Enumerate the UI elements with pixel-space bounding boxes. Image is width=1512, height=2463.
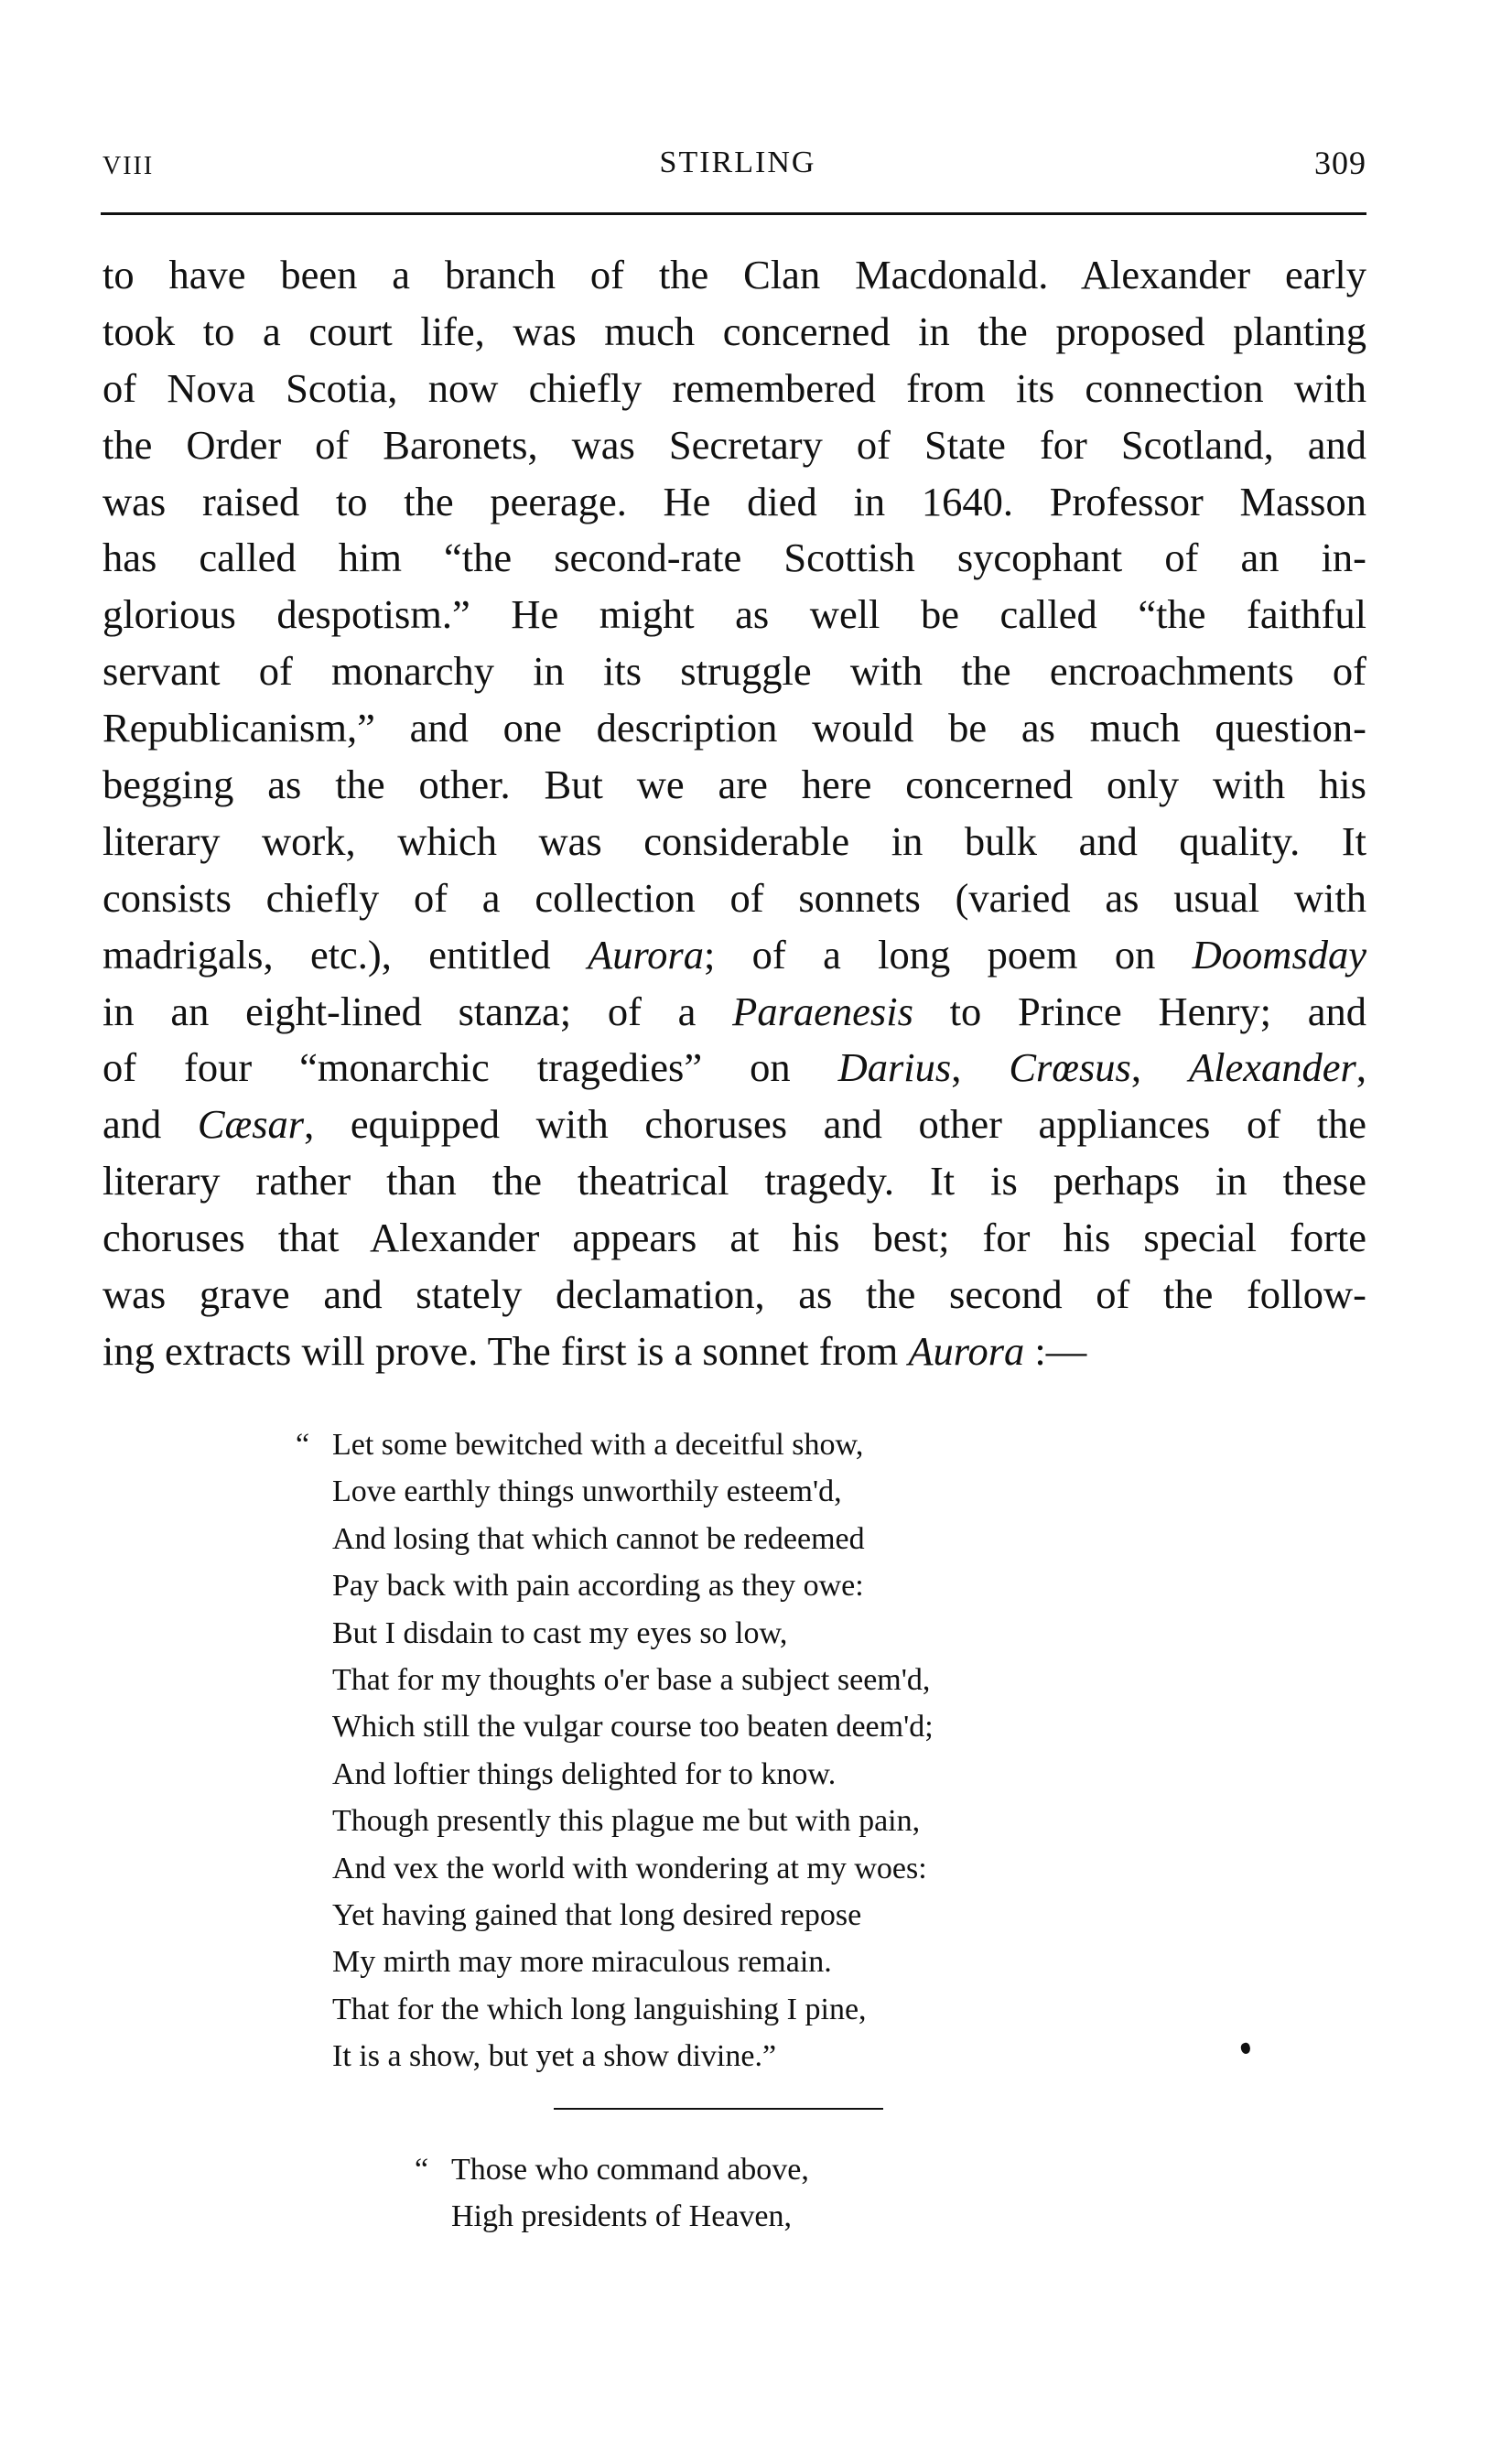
body-line-text: Republicanism,” and one description would be as much question- <box>103 705 1366 751</box>
body-line-text: took to a court life, was much concerned in the proposed planting <box>103 308 1366 354</box>
sonnet-extract <box>296 1421 934 2080</box>
verse-line <box>296 1421 934 1468</box>
verse-text: Love earthly things unworthily esteem'd, <box>332 1475 842 1509</box>
verse-line <box>332 1703 934 1750</box>
body-line-text: literary rather than the theatrical tragedy. It is perhaps in these <box>103 1158 1366 1204</box>
running-title-wrap <box>0 145 1512 181</box>
verse-text: My mirth may more miraculous remain. <box>332 1945 832 1980</box>
italic-title: Paraenesis <box>732 988 913 1034</box>
verse-line <box>415 2146 809 2193</box>
body-line-text: the Order of Baronets, was Secretary of State for Scotland, and <box>103 421 1366 468</box>
body-line-text: to have been a branch of the Clan Macdonald. Alexander early <box>103 252 1366 297</box>
body-line <box>103 984 1366 1041</box>
verse-line <box>332 1516 934 1562</box>
verse-line <box>332 1468 934 1515</box>
verse-text: That for my thoughts o'er base a subject seem'd, <box>332 1662 931 1697</box>
body-line-text: was grave and stately declamation, as the second of the follow- <box>103 1271 1366 1318</box>
body-line <box>103 1096 1366 1153</box>
verse-text: And vex the world with wondering at my woes: <box>332 1851 927 1885</box>
chorus-extract <box>415 2146 809 2241</box>
body-line-text: begging as the other. But we are here concerned only with his <box>103 762 1366 808</box>
page-number: 309 <box>1314 145 1366 181</box>
body-line <box>103 1267 1366 1323</box>
open-quote: “ <box>415 2153 429 2187</box>
verse-text: That for the which long languishing I pine, <box>332 1992 867 2026</box>
body-line-text: choruses that Alexander appears at his best; for his special forte <box>103 1215 1366 1261</box>
italic-title: Aurora <box>588 931 704 978</box>
body-line-text: of Nova Scotia, now chiefly remembered from its connection with <box>103 364 1366 411</box>
italic-title: Aurora <box>908 1327 1025 1374</box>
body-line <box>103 643 1366 700</box>
body-line-text: has called him “the second-rate Scottish sycophant of an in- <box>103 535 1366 581</box>
body-line <box>103 927 1366 984</box>
verse-text: Pay back with pain according as they owe: <box>332 1569 864 1604</box>
body-line <box>103 1323 1366 1380</box>
italic-title: Crœsus <box>1009 1044 1131 1091</box>
body-line-text: glorious despotism.” He might as well be called “the faithful <box>103 591 1366 638</box>
verse-text: Though presently this plague me but with pain, <box>332 1804 921 1839</box>
chapter-number: VIII <box>103 152 155 180</box>
running-title: STIRLING <box>659 146 816 179</box>
body-line <box>103 530 1366 587</box>
body-line <box>103 700 1366 757</box>
verse-text: Let some bewitched with a deceitful show, <box>332 1428 864 1462</box>
italic-title: Cæsar <box>197 1101 305 1148</box>
verse-text: And loftier things delighted for to know. <box>332 1756 837 1791</box>
verse-line <box>332 1845 934 1892</box>
verse-line <box>332 1751 934 1798</box>
verse-text: Which still the vulgar course too beaten deem'd; <box>332 1710 934 1745</box>
verse-text: Yet having gained that long desired repose <box>332 1897 862 1932</box>
body-paragraph <box>103 247 1366 1380</box>
body-line-text: of four “monarchic tragedies” on Darius, Crœsus, Alexander, <box>103 1044 1366 1091</box>
body-line <box>103 1153 1366 1210</box>
verse-line <box>332 1562 934 1609</box>
body-line-text: madrigals, etc.), entitled Aurora; of a long poem on Doomsday <box>103 931 1367 978</box>
verse-line <box>332 1798 934 1844</box>
body-line-text: and Cæsar, equipped with choruses and other appliances of the <box>103 1101 1366 1148</box>
body-line <box>103 417 1366 474</box>
open-quote: “ <box>296 1428 310 1462</box>
body-line <box>103 757 1366 814</box>
body-line-text: literary work, which was considerable in bulk and quality. It <box>103 817 1366 864</box>
verse-line <box>332 1939 934 1985</box>
verse-text: High presidents of Heaven, <box>451 2199 793 2234</box>
verse-line <box>332 1657 934 1703</box>
body-line-text: in an eight-lined stanza; of a Paraenesis to Prince Henry; and <box>103 988 1366 1034</box>
section-separator-rule <box>554 2108 883 2110</box>
verse-line <box>451 2193 809 2240</box>
verse-line <box>332 1892 934 1939</box>
body-line-text: was raised to the peerage. He died in 1640. Professor Masson <box>103 478 1366 524</box>
verse-text: It is a show, but yet a show divine.” <box>332 2039 777 2074</box>
body-line <box>103 814 1366 870</box>
italic-title: Alexander <box>1189 1044 1356 1091</box>
body-line <box>103 474 1366 531</box>
ink-speck <box>1239 2042 1252 2056</box>
body-line-text: consists chiefly of a collection of sonnets (varied as usual with <box>103 874 1366 921</box>
verse-line <box>332 1610 934 1657</box>
body-line-text: ing extracts will prove. The first is a sonnet from Aurora :— <box>103 1327 1087 1374</box>
italic-title: Doomsday <box>1192 931 1367 978</box>
verse-line <box>332 1986 934 2033</box>
header-rule <box>101 212 1366 215</box>
body-line-text: servant of monarchy in its struggle with the encroachments of <box>103 648 1366 695</box>
body-line <box>103 870 1366 927</box>
italic-title: Darius <box>837 1044 952 1091</box>
body-line <box>103 361 1366 417</box>
body-line <box>103 304 1366 361</box>
body-line <box>103 1040 1366 1096</box>
verse-text: Those who command above, <box>451 2153 809 2187</box>
body-line <box>103 1210 1366 1267</box>
body-line <box>103 247 1366 304</box>
verse-text: And losing that which cannot be redeemed <box>332 1521 865 1556</box>
verse-text: But I disdain to cast my eyes so low, <box>332 1615 788 1650</box>
body-line <box>103 587 1366 643</box>
verse-line <box>332 2033 934 2080</box>
